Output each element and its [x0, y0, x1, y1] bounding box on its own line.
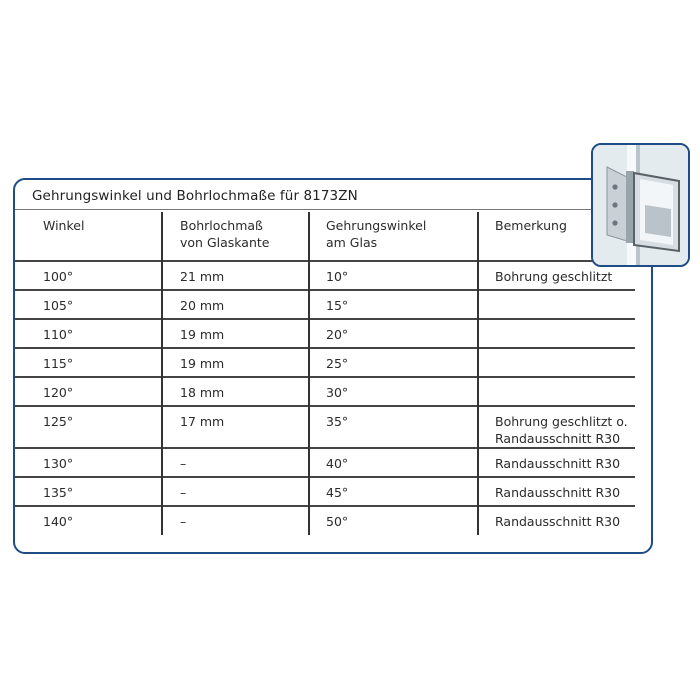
table-row [15, 348, 635, 377]
cell-bohrlochmass: 19 mm [162, 319, 309, 348]
header-winkel [15, 212, 162, 261]
cell-bemerkung [478, 448, 635, 477]
cell-gehrungswinkel: 15° [309, 290, 478, 319]
cell-bemerkung [478, 477, 635, 506]
title-divider [15, 209, 635, 210]
bemerkung-line: Randausschnitt R30 [495, 514, 621, 529]
table-row [15, 377, 635, 406]
cell-bohrlochmass: – [162, 448, 309, 477]
dimensions-table [15, 212, 635, 535]
cell-bemerkung [478, 506, 635, 535]
cell-bohrlochmass: – [162, 506, 309, 535]
table-header-row [15, 212, 635, 261]
header-label: Bohrlochmaß [180, 218, 263, 233]
header-gehrungswinkel [309, 212, 478, 261]
cell-winkel: 140° [43, 514, 74, 529]
header-bohrlochmass [162, 212, 309, 261]
table-row [15, 319, 635, 348]
cell-bemerkung [478, 290, 635, 319]
bemerkung-line: Bohrung geschlitzt [495, 269, 613, 284]
header-label: Bemerkung [495, 218, 567, 233]
cell-bohrlochmass: 18 mm [162, 377, 309, 406]
bemerkung-line: Bohrung geschlitzt o. [495, 414, 628, 429]
bemerkung-line: Randausschnitt R30 [495, 431, 621, 446]
header-label: von Glaskante [180, 235, 270, 250]
cell-gehrungswinkel: 45° [309, 477, 478, 506]
cell-gehrungswinkel: 35° [309, 406, 478, 448]
table-row [15, 448, 635, 477]
cell-bemerkung [478, 319, 635, 348]
cell-gehrungswinkel: 30° [309, 377, 478, 406]
cell-bemerkung [478, 377, 635, 406]
cell-bohrlochmass: 21 mm [162, 261, 309, 290]
cell-winkel: 130° [43, 456, 74, 471]
table-row [15, 261, 635, 290]
cell-winkel: 125° [43, 414, 74, 429]
table-row [15, 477, 635, 506]
cell-bemerkung [478, 406, 635, 448]
header-label: Winkel [43, 218, 85, 233]
glass-hinge-photo-icon [591, 143, 690, 267]
cell-bohrlochmass: 17 mm [162, 406, 309, 448]
cell-gehrungswinkel: 20° [309, 319, 478, 348]
cell-gehrungswinkel: 25° [309, 348, 478, 377]
cell-winkel: 105° [43, 298, 74, 313]
header-label: Gehrungswinkel [326, 218, 427, 233]
cell-gehrungswinkel: 40° [309, 448, 478, 477]
cell-winkel: 120° [43, 385, 74, 400]
table-row [15, 506, 635, 535]
table-row [15, 406, 635, 448]
bemerkung-line: Randausschnitt R30 [495, 456, 621, 471]
cell-winkel: 115° [43, 356, 74, 371]
cell-bohrlochmass: – [162, 477, 309, 506]
cell-winkel: 135° [43, 485, 74, 500]
hinge-illustration [593, 145, 688, 265]
cell-bemerkung [478, 348, 635, 377]
table-row [15, 290, 635, 319]
cell-bohrlochmass: 19 mm [162, 348, 309, 377]
cell-winkel: 100° [43, 269, 74, 284]
table-title: Gehrungswinkel und Bohrlochmaße für 8173ZN [32, 188, 358, 204]
bemerkung-line: Randausschnitt R30 [495, 485, 621, 500]
header-label: am Glas [326, 235, 378, 250]
cell-winkel: 110° [43, 327, 74, 342]
cell-gehrungswinkel: 50° [309, 506, 478, 535]
cell-gehrungswinkel: 10° [309, 261, 478, 290]
cell-bohrlochmass: 20 mm [162, 290, 309, 319]
